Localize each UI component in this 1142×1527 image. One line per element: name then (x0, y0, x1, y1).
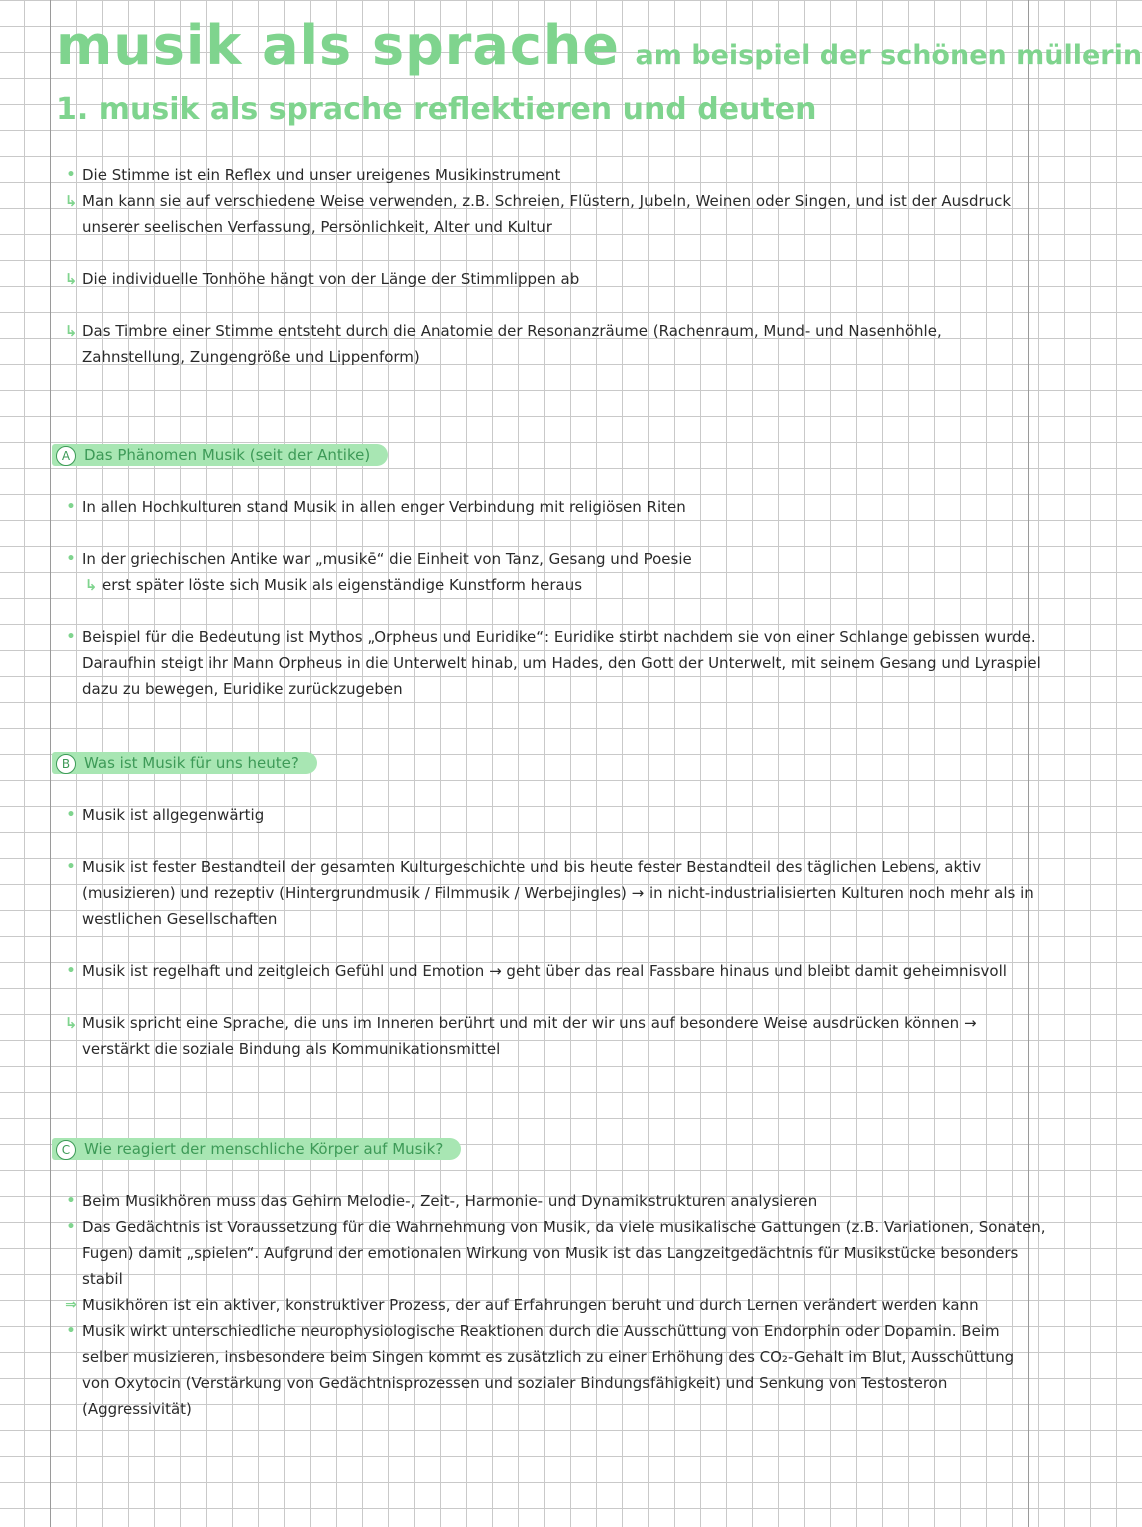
list-item (62, 494, 1046, 520)
arrow-marker: ↳ (84, 576, 98, 594)
arrow-marker: ↳ (64, 322, 78, 340)
bullet-marker: • (66, 1323, 76, 1339)
bullet-marker: • (66, 551, 76, 567)
list-item-text: Die Stimme ist ein Reflex und unser ureigenes Musikinstrument (82, 166, 561, 184)
section-heading-text: Das Phänomen Musik (seit der Antike) (84, 446, 371, 464)
list-item-text: Die individuelle Tonhöhe hängt von der Länge der Stimmlippen ab (82, 270, 580, 288)
section-heading-text: Was ist Musik für uns heute? (84, 754, 299, 772)
bullet-marker: • (66, 963, 76, 979)
list-item-text: Das Gedächtnis ist Voraussetzung für die Wahrnehmung von Musik, da viele musikalische Gattungen (z.B. Variationen, Sonaten, Fugen) damit „spielen“. Aufgrund der emotionalen Wirkung von Musik ist das Langzeitgedächtnis für Musikstücke besonders stabil (82, 1218, 1046, 1288)
list-item (62, 188, 1046, 240)
section-heading-a (52, 444, 388, 466)
list-item (62, 1010, 1046, 1062)
section-letter: B (56, 754, 76, 774)
list-item-text: In allen Hochkulturen stand Musik in allen enger Verbindung mit religiösen Riten (82, 498, 686, 516)
list-item-text: Beispiel für die Bedeutung ist Mythos „Orpheus und Euridike“: Euridike stirbt nachdem sie von einer Schlange gebissen wurde. Daraufhin steigt ihr Mann Orpheus in die Unterwelt hinab, um Hades, den Gott der Unterwelt, mit seinem Gesang und Lyraspiel dazu zu bewegen, Euridike zurückzugeben (82, 628, 1041, 698)
list-item-text: In der griechischen Antike war „musikē“ die Einheit von Tanz, Gesang und Poesie (82, 550, 692, 568)
section-heading-c (52, 1138, 461, 1160)
bullet-marker: • (66, 807, 76, 823)
list-item (62, 958, 1046, 984)
list-item (82, 572, 1046, 598)
bullet-marker: • (66, 859, 76, 875)
section-a-block (62, 494, 1046, 702)
list-item (62, 318, 1046, 370)
list-item (62, 266, 1046, 292)
list-item-text: erst später löste sich Musik als eigenständige Kunstform heraus (102, 576, 583, 594)
bullet-marker: • (66, 1219, 76, 1235)
section-letter: A (56, 446, 76, 466)
title-suffix: am beispiel der schönen müllerin (635, 40, 1142, 71)
implies-marker: ⇒ (65, 1297, 77, 1313)
bullet-marker: • (66, 499, 76, 515)
list-item (62, 546, 1046, 572)
list-item (62, 1292, 1046, 1318)
list-item-text: Das Timbre einer Stimme entsteht durch die Anatomie der Resonanzräume (Rachenraum, Mund- und Nasenhöhle, Zahnstellung, Zungengröße und Lippenform) (82, 322, 942, 366)
grid-margin-left (50, 0, 51, 1527)
list-item-text: Musik ist regelhaft und zeitgleich Gefühl und Emotion → geht über das real Fassbare hinaus und bleibt damit geheimnisvoll (82, 962, 1007, 980)
list-item-text: Musik wirkt unterschiedliche neurophysiologische Reaktionen durch die Ausschüttung von Endorphin oder Dopamin. Beim selber musizieren, insbesondere beim Singen kommt es zusätzlich zu einer Erhöhung des CO₂-Gehalt im Blut, Ausschüttung von Oxytocin (Verstärkung von Gedächtnisprozessen und sozialer Bindungsfähigkeit) und Senkung von Testosteron (Aggressivität) (82, 1322, 1015, 1418)
list-item-text: Musik ist allgegenwärtig (82, 806, 265, 824)
section-heading-text: Wie reagiert der menschliche Körper auf Musik? (84, 1140, 444, 1158)
arrow-marker: ↳ (64, 192, 78, 210)
list-item (62, 1318, 1046, 1422)
list-item (62, 624, 1046, 702)
section-heading-b (52, 752, 317, 774)
bullet-marker: • (66, 1193, 76, 1209)
list-item (62, 162, 1046, 188)
arrow-marker: ↳ (64, 270, 78, 288)
bullet-marker: • (66, 629, 76, 645)
section-b-block (62, 802, 1046, 1062)
intro-block (62, 162, 1046, 370)
bullet-marker: • (66, 167, 76, 183)
list-item-text: Beim Musikhören muss das Gehirn Melodie-, Zeit-, Harmonie- und Dynamikstrukturen analysieren (82, 1192, 818, 1210)
list-item-text: Man kann sie auf verschiedene Weise verwenden, z.B. Schreien, Flüstern, Jubeln, Weinen oder Singen, und ist der Ausdruck unserer seelischen Verfassung, Persönlichkeit, Alter und Kultur (82, 192, 1012, 236)
list-item (62, 802, 1046, 828)
page-subtitle: 1. musik als sprache reflektieren und deuten (56, 92, 817, 127)
section-c-block (62, 1188, 1046, 1422)
list-item (62, 854, 1046, 932)
page-title (56, 14, 1142, 77)
list-item-text: Musik ist fester Bestandteil der gesamten Kulturgeschichte und bis heute fester Bestandteil des täglichen Lebens, aktiv (musizieren) und rezeptiv (Hintergrundmusik / Filmmusik / Werbejingles) → in nicht-industrialisierten Kulturen noch mehr als in westlichen Gesellschaften (82, 858, 1034, 928)
list-item-text: Musik spricht eine Sprache, die uns im Inneren berührt und mit der wir uns auf besondere Weise ausdrücken können → verstärkt die soziale Bindung als Kommunikationsmittel (82, 1014, 977, 1058)
section-letter: C (56, 1140, 76, 1160)
arrow-marker: ↳ (64, 1014, 78, 1032)
list-item (62, 1214, 1046, 1292)
list-item-text: Musikhören ist ein aktiver, konstruktiver Prozess, der auf Erfahrungen beruht und durch Lernen verändert werden kann (82, 1296, 979, 1314)
title-main: musik als sprache (56, 14, 620, 77)
list-item (62, 1188, 1046, 1214)
